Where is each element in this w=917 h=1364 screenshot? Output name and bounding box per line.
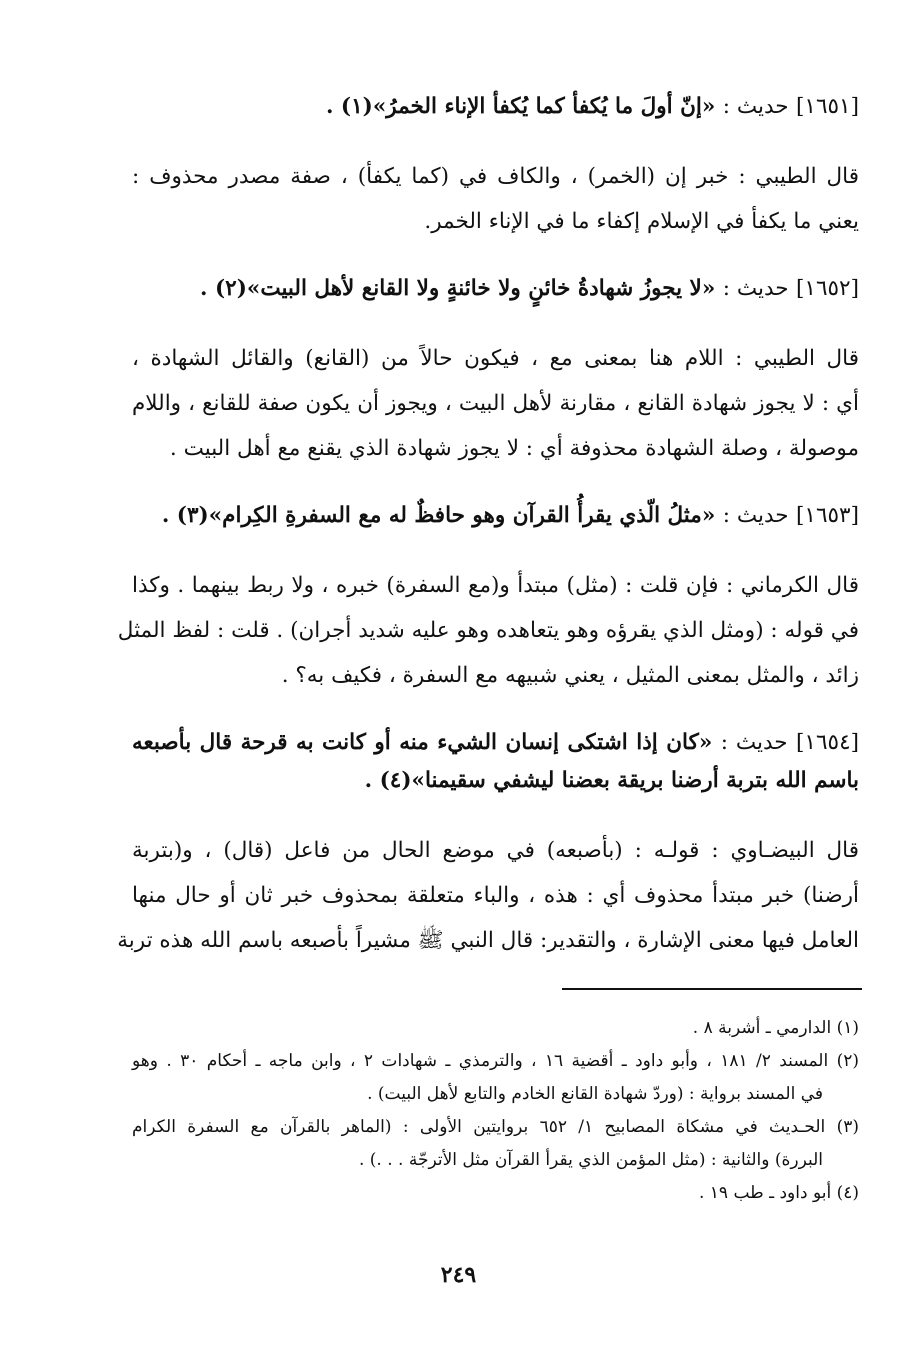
hadith-entry [132,724,859,800]
commentary [117,563,859,698]
footnote-line: (٢) المسند ٢/ ١٨١ ، وأبو داود ـ أقضية ١٦ ، والترمذي ـ شهادات ٢ ، وابن ماجه ـ أحكام ٣٠ . وهو [132,1051,859,1071]
commentary [132,154,859,244]
hadith-text: باسم الله بتربة أرضنا بريقة بعضنا ليشفي سقيمنا»(٤) . [364,768,859,793]
hadith-text: «كان إذا اشتكى إنسان الشيء منه أو كانت به قرحة قال بأصبعه [132,730,713,755]
footnote-line: (٤) أبو داود ـ طب ١٩ . [698,1183,859,1203]
commentary-line: في قوله : (ومثل الذي يقرؤه وهو يتعاهده وهو عليه شديد أجران) . قلت : لفظ المثل [117,618,859,643]
page-number: ٢٤٩ [440,1262,477,1288]
hadith-label: حديث : [722,94,789,119]
footnote [132,1045,859,1111]
hadith-label: حديث : [722,276,789,301]
commentary-line: موصولة ، وصلة الشهادة محذوفة أي : لا يجوز شهادة الذي يقنع مع أهل البيت . [169,436,859,461]
commentary-line: أي : لا يجوز شهادة القانع ، مقارنة لأهل البيت ، ويجوز أن يكون صفة للقانع ، واللام [132,391,859,416]
commentary-line: قال البيضـاوي : قولـه : (بأصبعه) في موضع الحال من فاعل (قال) ، و(بتربة [132,838,859,863]
footnote-line: (١) الدارمي ـ أشربة ٨ . [692,1018,859,1038]
commentary [132,336,859,471]
hadith-text: «لا يجوزُ شهادةُ خائنٍ ولا خائنةٍ ولا القانع لأهل البيت»(٢) . [200,276,716,301]
commentary-line: أرضنا) خبر مبتدأ محذوف أي : هذه ، والباء متعلقة بمحذوف خبر ثان أو حال منها [132,883,859,908]
commentary-line: قال الطيبي : اللام هنا بمعنى مع ، فيكون حالاً من (القانع) والقائل الشهادة ، [132,346,859,371]
commentary-line: قال الكرماني : فإن قلت : (مثل) مبتدأ و(مع السفرة) خبره ، ولا ربط بينهما . وكذا [132,573,859,598]
commentary-line: زائد ، والمثل بمعنى المثيل ، يعني شبيهه مع السفرة ، فكيف به؟ . [281,663,859,688]
main-text [117,88,860,963]
footnotes [132,1012,859,1210]
footnote-line: البررة) والثانية : (مثل المؤمن الذي يقرأ القرآن مثل الأترجّة . . .) . [358,1150,823,1170]
footnote-line: في المسند برواية : (وردّ شهادة القانع الخادم والتابع لأهل البيت) . [367,1084,823,1104]
hadith-entry [132,497,859,535]
commentary-line: يعني ما يكفأ في الإسلام إكفاء ما في الإناء الخمر. [424,209,859,234]
hadith-number: [١٦٥١] [796,94,859,119]
hadith-label: حديث : [722,503,789,528]
commentary [117,828,859,963]
hadith-entry [132,88,859,126]
footnote [132,1012,859,1045]
hadith-text: «مثلُ الّذي يقرأُ القرآن وهو حافظٌ له مع السفرةِ الكِرام»(٣) . [161,503,716,528]
footnote-line: (٣) الحـديث في مشكاة المصابيح ١/ ٦٥٢ بروايتين الأولى : (الماهر بالقرآن مع السفرة الكرام [132,1117,859,1137]
hadith-text: «إنّ أولَ ما يُكفأ كما يُكفأ الإناء الخمرُ»(١) . [325,94,716,119]
footnote-separator [562,988,862,990]
footnote [132,1111,859,1177]
hadith-number: [١٦٥٣] [796,503,859,528]
hadith-number: [١٦٥٤] [796,730,860,755]
commentary-line: قال الطيبي : خبر إن (الخمر) ، والكاف في (كما يكفأ) ، صفة مصدر محذوف : [132,164,859,189]
footnote [132,1177,859,1210]
hadith-entry [132,270,859,308]
hadith-label: حديث : [720,730,788,755]
hadith-number: [١٦٥٢] [796,276,859,301]
commentary-line: العامل فيها معنى الإشارة ، والتقدير: قال النبي ﷺ مشيراً بأصبعه باسم الله هذه تربة [117,928,859,953]
